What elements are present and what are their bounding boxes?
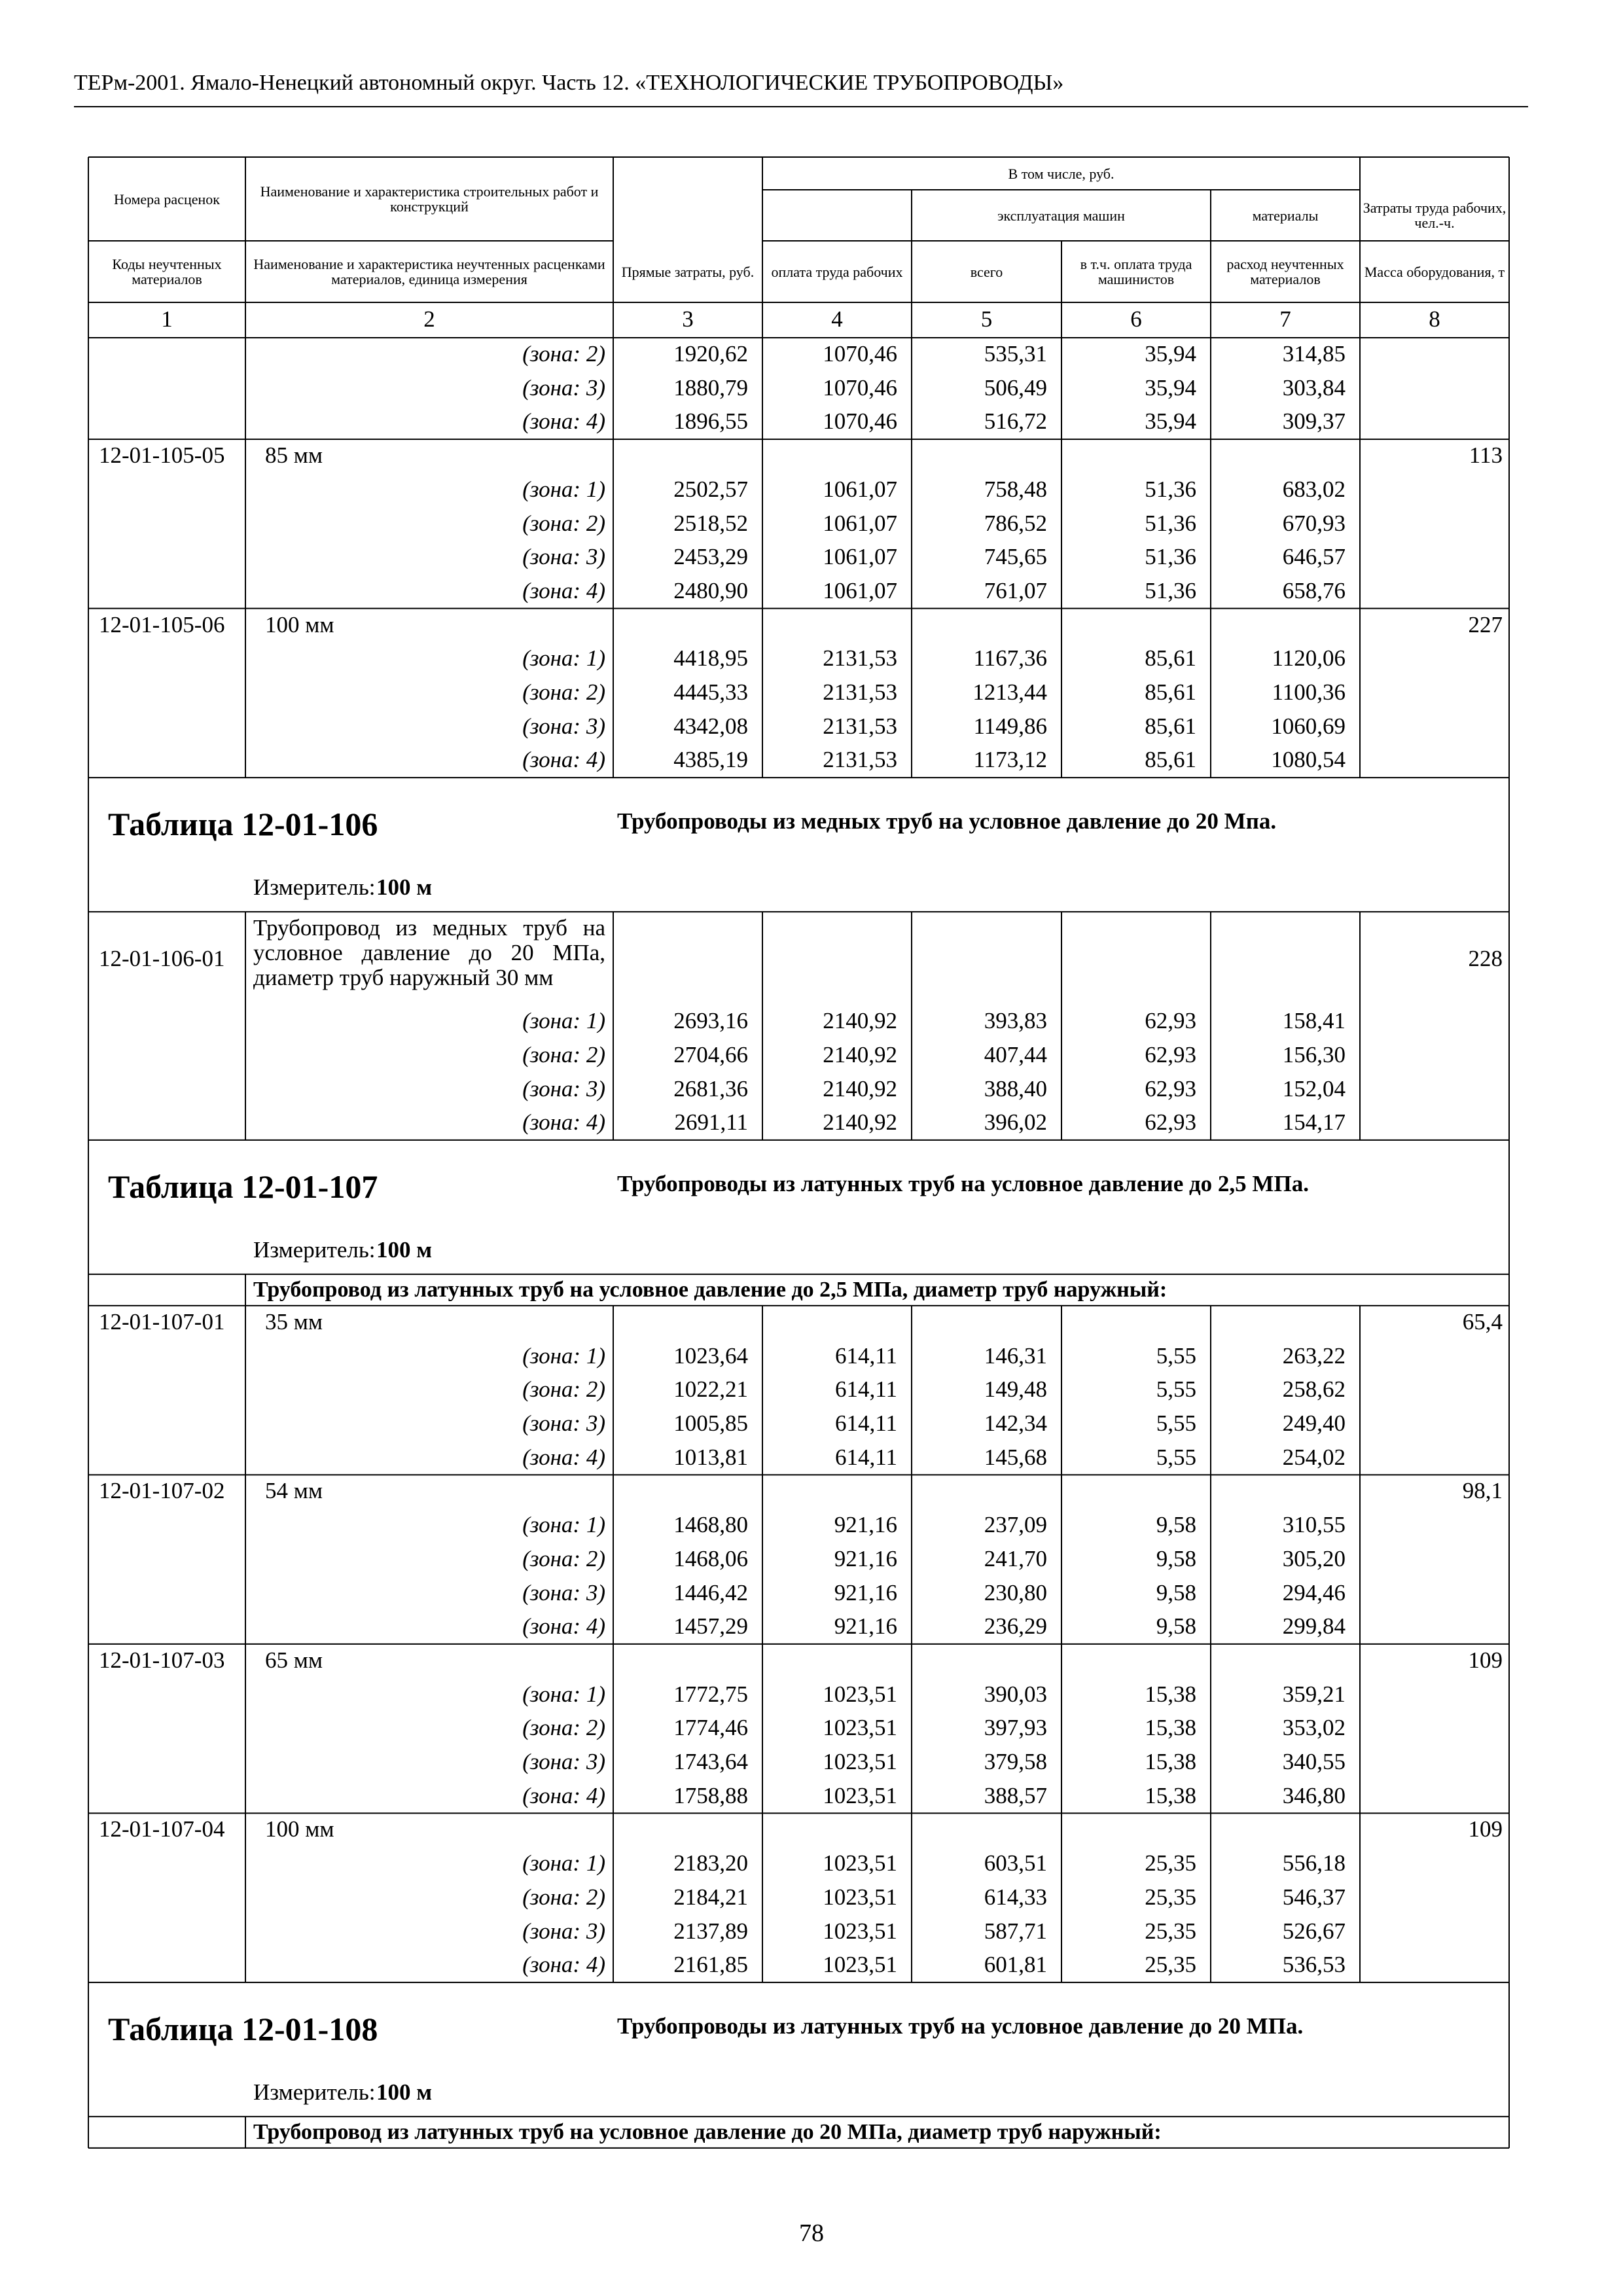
data-cell: 921,16: [834, 1512, 897, 1538]
data-cell: 556,18: [1282, 1850, 1346, 1876]
data-cell: 1149,86: [973, 713, 1047, 739]
data-cell: 1070,46: [823, 341, 897, 367]
rate-name: 100 мм: [265, 1816, 334, 1842]
data-cell: 35,94: [1145, 341, 1196, 367]
data-cell: 2704,66: [673, 1041, 748, 1067]
data-cell: 4385,19: [673, 747, 748, 773]
data-cell: 396,02: [984, 1109, 1047, 1136]
data-cell: 1070,46: [823, 374, 897, 401]
data-cell: 646,57: [1282, 544, 1346, 570]
table-title: Трубопроводы из латунных труб на условное давление до 20 МПа.: [617, 2013, 1304, 2039]
data-cell: 1758,88: [673, 1782, 748, 1808]
column-number: 2: [423, 306, 435, 332]
table-label: Таблица 12-01-108: [108, 2010, 378, 2047]
rate-name: 35 мм: [265, 1308, 323, 1335]
zone-label: (зона: 4): [522, 1952, 605, 1978]
rate-code: 12-01-107-03: [99, 1647, 225, 1673]
table-label: Таблица 12-01-106: [108, 806, 378, 843]
zone-label: (зона: 2): [522, 1041, 605, 1067]
data-cell: 603,51: [984, 1850, 1047, 1876]
data-cell: 15,38: [1145, 1681, 1196, 1707]
rate-code: 12-01-106-01: [99, 946, 225, 972]
data-cell: 2453,29: [673, 544, 748, 570]
data-cell: 786,52: [984, 510, 1047, 536]
header-mass: Масса оборудования, т: [1364, 263, 1505, 280]
data-cell: 2518,52: [673, 510, 748, 536]
header-machines: эксплуатация машин: [997, 207, 1125, 224]
zone-label: (зона: 4): [522, 747, 605, 773]
data-cell: 745,65: [984, 544, 1047, 570]
data-cell: 85,61: [1145, 645, 1196, 672]
data-cell: 1446,42: [673, 1579, 748, 1605]
measure-value: 100 м: [376, 874, 433, 901]
data-cell: 1023,51: [823, 1681, 897, 1707]
data-cell: 156,30: [1282, 1041, 1346, 1067]
data-cell: 390,03: [984, 1681, 1047, 1707]
data-cell: 5,55: [1156, 1410, 1196, 1436]
data-cell: 35,94: [1145, 374, 1196, 401]
data-cell: 2140,92: [823, 1008, 897, 1034]
zone-label: (зона: 3): [522, 544, 605, 570]
labor-value: 109: [1468, 1816, 1503, 1842]
data-cell: 1060,69: [1271, 713, 1346, 739]
data-cell: 601,81: [984, 1952, 1047, 1978]
zone-label: (зона: 4): [522, 1444, 605, 1470]
data-cell: 346,80: [1282, 1782, 1346, 1808]
data-cell: 1023,51: [823, 1952, 897, 1978]
rate-code: 12-01-105-05: [99, 442, 225, 469]
zone-label: (зона: 2): [522, 1376, 605, 1403]
data-cell: 2140,92: [823, 1109, 897, 1136]
data-cell: 142,34: [984, 1410, 1047, 1436]
data-cell: 1743,64: [673, 1749, 748, 1774]
table-label: Таблица 12-01-107: [108, 1168, 378, 1205]
data-cell: 1013,81: [673, 1444, 748, 1470]
data-cell: 1896,55: [673, 408, 748, 435]
column-number: 5: [980, 306, 993, 332]
zone-label: (зона: 1): [522, 1342, 605, 1369]
page-number: 78: [799, 2219, 824, 2247]
data-cell: 25,35: [1145, 1952, 1196, 1978]
data-cell: 15,38: [1145, 1782, 1196, 1808]
zone-label: (зона: 1): [522, 645, 605, 672]
data-cell: 25,35: [1145, 1918, 1196, 1944]
column-number: 3: [682, 306, 694, 332]
data-cell: 2183,20: [673, 1850, 748, 1876]
data-cell: 2131,53: [823, 679, 897, 705]
data-cell: 683,02: [1282, 476, 1346, 502]
data-cell: 1100,36: [1272, 679, 1346, 705]
data-cell: 25,35: [1145, 1850, 1196, 1876]
data-cell: 379,58: [984, 1749, 1047, 1774]
data-cell: 294,46: [1282, 1579, 1346, 1605]
data-cell: 1023,51: [823, 1918, 897, 1944]
data-cell: 2131,53: [823, 645, 897, 672]
zone-label: (зона: 2): [522, 510, 605, 536]
data-cell: 1468,80: [673, 1512, 748, 1538]
zone-label: (зона: 1): [522, 476, 605, 502]
labor-value: 228: [1468, 946, 1503, 972]
data-cell: 536,53: [1282, 1952, 1346, 1978]
rate-name: 85 мм: [265, 442, 323, 469]
data-cell: 303,84: [1282, 374, 1346, 401]
data-cell: 305,20: [1282, 1545, 1346, 1571]
measure-label: Измеритель:: [253, 1236, 376, 1263]
data-cell: 85,61: [1145, 713, 1196, 739]
labor-value: 227: [1468, 611, 1503, 637]
rate-code: 12-01-105-06: [99, 611, 225, 637]
data-cell: 2161,85: [673, 1952, 748, 1978]
labor-value: 109: [1468, 1647, 1503, 1673]
rate-name: 54 мм: [265, 1478, 323, 1504]
data-cell: 85,61: [1145, 747, 1196, 773]
data-cell: 670,93: [1282, 510, 1346, 536]
data-cell: 2502,57: [673, 476, 748, 502]
data-cell: 1080,54: [1271, 747, 1346, 773]
measure-label: Измеритель:: [253, 2079, 376, 2105]
data-cell: 2691,11: [674, 1109, 748, 1136]
data-cell: 2681,36: [673, 1075, 748, 1102]
rate-name: 100 мм: [265, 611, 334, 637]
column-number: 8: [1429, 306, 1440, 332]
data-cell: 1772,75: [673, 1681, 748, 1707]
data-cell: 526,67: [1282, 1918, 1346, 1944]
zone-label: (зона: 2): [522, 1545, 605, 1571]
labor-value: 65,4: [1462, 1308, 1503, 1335]
data-cell: 359,21: [1282, 1681, 1346, 1707]
zone-label: (зона: 2): [522, 1884, 605, 1910]
zone-label: (зона: 3): [522, 374, 605, 401]
data-cell: 145,68: [984, 1444, 1047, 1470]
data-cell: 1920,62: [673, 341, 748, 367]
data-cell: 1457,29: [673, 1613, 748, 1640]
labor-value: 98,1: [1462, 1478, 1503, 1504]
data-cell: 614,33: [984, 1884, 1047, 1910]
data-cell: 587,71: [984, 1918, 1047, 1944]
data-cell: 85,61: [1145, 679, 1196, 705]
data-cell: 1022,21: [673, 1376, 748, 1403]
data-cell: 35,94: [1145, 408, 1196, 435]
data-cell: 62,93: [1145, 1109, 1196, 1136]
data-cell: 353,02: [1282, 1715, 1346, 1741]
data-cell: 254,02: [1282, 1444, 1346, 1470]
data-cell: 51,36: [1145, 510, 1196, 536]
data-cell: 2131,53: [823, 747, 897, 773]
labor-value: 113: [1469, 442, 1503, 469]
data-cell: 5,55: [1156, 1444, 1196, 1470]
data-cell: 921,16: [834, 1579, 897, 1605]
data-cell: 1023,51: [823, 1884, 897, 1910]
data-cell: 1213,44: [972, 679, 1047, 705]
section-title: Трубопровод из латунных труб на условное давление до 20 МПа, диаметр труб наружный:: [253, 2119, 1162, 2144]
rate-code: 12-01-107-02: [99, 1478, 225, 1504]
zone-label: (зона: 3): [522, 713, 605, 739]
header-materials-alt: расход неучтенных материалов: [1226, 256, 1344, 287]
header-machines-total: всего: [970, 263, 1003, 280]
data-cell: 2140,92: [823, 1075, 897, 1102]
data-cell: 614,11: [835, 1444, 897, 1470]
table-title: Трубопроводы из медных труб на условное давление до 20 Мпа.: [617, 808, 1277, 834]
data-cell: 9,58: [1156, 1613, 1196, 1640]
header-code: Номера расценок: [114, 190, 220, 207]
section-title: Трубопровод из латунных труб на условное давление до 2,5 МПа, диаметр труб наружный:: [253, 1277, 1168, 1302]
column-number: 4: [831, 306, 843, 332]
zone-label: (зона: 3): [522, 1075, 605, 1102]
zone-label: (зона: 1): [522, 1008, 605, 1034]
data-cell: 340,55: [1282, 1749, 1346, 1774]
data-cell: 51,36: [1145, 577, 1196, 603]
data-cell: 921,16: [834, 1545, 897, 1571]
data-cell: 4342,08: [673, 713, 748, 739]
zone-label: (зона: 1): [522, 1681, 605, 1707]
data-cell: 62,93: [1145, 1041, 1196, 1067]
zone-label: (зона: 1): [522, 1850, 605, 1876]
column-number: 7: [1279, 306, 1291, 332]
data-cell: 506,49: [984, 374, 1047, 401]
data-cell: 546,37: [1282, 1884, 1346, 1910]
data-cell: 299,84: [1282, 1613, 1346, 1640]
data-cell: 4418,95: [673, 645, 748, 672]
data-cell: 1167,36: [973, 645, 1047, 672]
data-cell: 158,41: [1282, 1008, 1346, 1034]
data-cell: 1061,07: [823, 510, 897, 536]
data-cell: 1005,85: [673, 1410, 748, 1436]
data-cell: 1774,46: [673, 1715, 748, 1741]
header-alt-code: Коды неучтенных материалов: [112, 256, 222, 287]
data-cell: 1023,51: [823, 1749, 897, 1774]
data-cell: 758,48: [984, 476, 1047, 502]
data-cell: 2480,90: [673, 577, 748, 603]
data-cell: 9,58: [1156, 1579, 1196, 1605]
zone-label: (зона: 2): [522, 679, 605, 705]
data-cell: 236,29: [984, 1613, 1047, 1640]
zone-label: (зона: 1): [522, 1512, 605, 1538]
data-cell: 2140,92: [823, 1041, 897, 1067]
data-cell: 761,07: [984, 577, 1047, 603]
data-cell: 249,40: [1282, 1410, 1346, 1436]
data-cell: 1468,06: [673, 1545, 748, 1571]
data-cell: 2693,16: [673, 1008, 748, 1034]
data-cell: 310,55: [1282, 1512, 1346, 1538]
data-cell: 614,11: [835, 1342, 897, 1369]
data-cell: 1061,07: [823, 544, 897, 570]
zone-label: (зона: 2): [522, 1715, 605, 1741]
data-cell: 2184,21: [673, 1884, 748, 1910]
data-cell: 658,76: [1282, 577, 1346, 603]
data-cell: 535,31: [984, 341, 1047, 367]
data-cell: 397,93: [984, 1715, 1047, 1741]
data-cell: 62,93: [1145, 1075, 1196, 1102]
data-cell: 258,62: [1282, 1376, 1346, 1403]
data-cell: 309,37: [1282, 408, 1346, 435]
measure-value: 100 м: [376, 1236, 433, 1263]
table-title: Трубопроводы из латунных труб на условное давление до 2,5 МПа.: [617, 1170, 1309, 1196]
page-header: ТЕРм-2001. Ямало-Ненецкий автономный округ. Часть 12. «ТЕХНОЛОГИЧЕСКИЕ ТРУБОПРОВОДЫ»: [74, 71, 1064, 95]
data-cell: 230,80: [984, 1579, 1047, 1605]
data-cell: 1023,51: [823, 1782, 897, 1808]
data-cell: 1061,07: [823, 476, 897, 502]
data-cell: 1023,51: [823, 1715, 897, 1741]
column-number: 6: [1130, 306, 1142, 332]
rate-code: 12-01-107-01: [99, 1308, 225, 1335]
data-cell: 9,58: [1156, 1545, 1196, 1571]
data-cell: 393,83: [984, 1008, 1047, 1034]
data-cell: 263,22: [1282, 1342, 1346, 1369]
data-cell: 241,70: [984, 1545, 1047, 1571]
measure-value: 100 м: [376, 2079, 433, 2105]
zone-label: (зона: 3): [522, 1579, 605, 1605]
data-cell: 154,17: [1282, 1109, 1346, 1136]
data-cell: 1061,07: [823, 577, 897, 603]
zone-label: (зона: 4): [522, 1109, 605, 1136]
data-cell: 9,58: [1156, 1512, 1196, 1538]
data-cell: 62,93: [1145, 1008, 1196, 1034]
data-cell: 388,40: [984, 1075, 1047, 1102]
data-cell: 407,44: [984, 1041, 1047, 1067]
header-direct: Прямые затраты, руб.: [621, 263, 755, 280]
zone-label: (зона: 4): [522, 1782, 605, 1808]
rate-name: Трубопровод из медных труб на условное давление до 20 МПа, диаметр труб наружный 30 мм: [253, 915, 605, 991]
header-labor: оплата труда рабочих: [771, 263, 903, 280]
zone-label: (зона: 3): [522, 1918, 605, 1944]
measure-label: Измеритель:: [253, 874, 376, 901]
header-incl: В том числе, руб.: [1008, 165, 1115, 182]
data-cell: 237,09: [984, 1512, 1047, 1538]
data-cell: 1023,51: [823, 1850, 897, 1876]
column-number: 1: [161, 306, 173, 332]
data-cell: 1880,79: [673, 374, 748, 401]
zone-label: (зона: 4): [522, 408, 605, 435]
data-cell: 51,36: [1145, 544, 1196, 570]
header-alt-name: Наименование и характеристика неучтенных расценками материалов, единица измерения: [253, 256, 605, 287]
data-cell: 15,38: [1145, 1749, 1196, 1774]
data-cell: 614,11: [835, 1410, 897, 1436]
zone-label: (зона: 4): [522, 1613, 605, 1640]
data-cell: 1023,64: [673, 1342, 748, 1369]
data-cell: 614,11: [835, 1376, 897, 1403]
data-cell: 1173,12: [973, 747, 1047, 773]
zone-label: (зона: 4): [522, 577, 605, 603]
data-cell: 1070,46: [823, 408, 897, 435]
header-materials: материалы: [1252, 207, 1319, 224]
header-labor-cost: Затраты труда рабочих, чел.-ч.: [1363, 200, 1507, 231]
data-cell: 2131,53: [823, 713, 897, 739]
header-machinists: в т.ч. оплата труда машинистов: [1080, 256, 1192, 287]
data-cell: 25,35: [1145, 1884, 1196, 1910]
zone-label: (зона: 3): [522, 1749, 605, 1774]
zone-label: (зона: 3): [522, 1410, 605, 1436]
data-cell: 516,72: [984, 408, 1047, 435]
data-cell: 149,48: [984, 1376, 1047, 1403]
data-cell: 314,85: [1282, 341, 1346, 367]
data-cell: 146,31: [984, 1342, 1047, 1369]
header-name: Наименование и характеристика строительных работ и конструкций: [260, 183, 599, 215]
data-cell: 51,36: [1145, 476, 1196, 502]
zone-label: (зона: 2): [522, 341, 605, 367]
data-cell: 4445,33: [673, 679, 748, 705]
data-cell: 152,04: [1282, 1075, 1346, 1102]
data-cell: 5,55: [1156, 1376, 1196, 1403]
data-cell: 1120,06: [1272, 645, 1346, 672]
rate-name: 65 мм: [265, 1647, 323, 1673]
data-cell: 2137,89: [673, 1918, 748, 1944]
data-cell: 388,57: [984, 1782, 1047, 1808]
data-cell: 5,55: [1156, 1342, 1196, 1369]
data-cell: 921,16: [834, 1613, 897, 1640]
rate-code: 12-01-107-04: [99, 1816, 225, 1842]
data-cell: 15,38: [1145, 1715, 1196, 1741]
